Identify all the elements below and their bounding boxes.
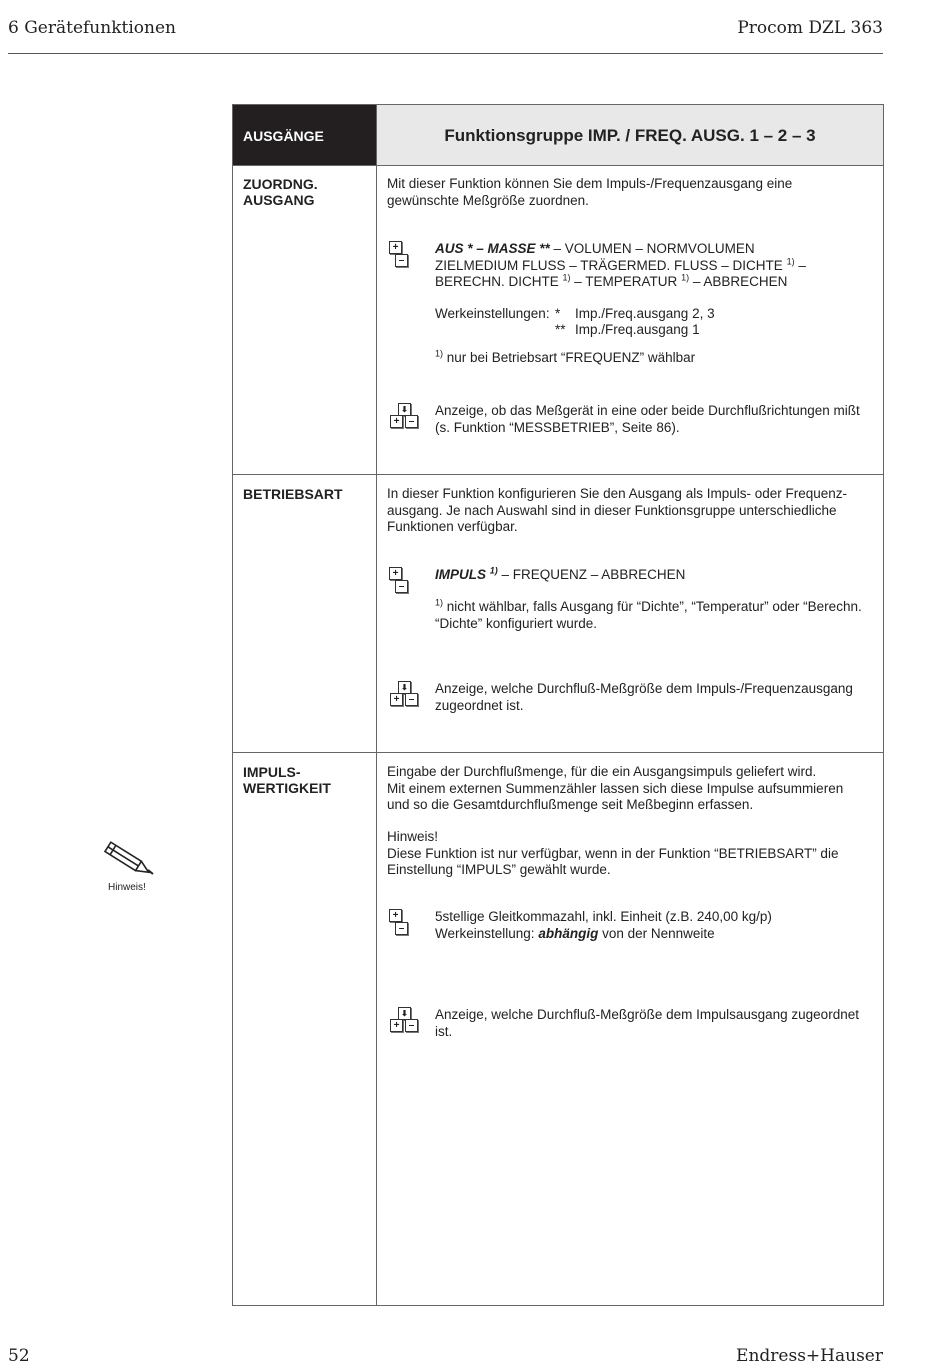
enter-key-icon: ⬇ — [398, 681, 411, 694]
plus-key-icon: + — [389, 567, 402, 580]
selection-options: AUS * – MASSE ** – VOLUMEN – NORMVOLUMEN ZIELMEDIUM FLUSS – TRÄGERMED. FLUSS – DICHTE $^{1)}$ – BERECHN. DICHTE $^{1)}$ – TEMPERATUR $^{1)}$ – ABBRECHEN — [435, 241, 806, 289]
selection-options: IMPULS $^{1)}$ – FREQUENZ – ABBRECHEN — [435, 565, 686, 582]
row-divider — [233, 474, 883, 475]
display-keys-icon — [388, 1007, 422, 1033]
row-divider — [233, 752, 883, 753]
header-rule — [8, 53, 883, 54]
function-description: In dieser Funktion konfigurieren Sie den Ausgang als Impuls- oder Frequenz-ausgang. Je nach Auswahl sind in dieser Funktionsgruppe unterschiedliche Funktionen verfügbar. — [387, 486, 848, 534]
input-description: 5stellige Gleitkommazahl, inkl. Einheit (z.B. 240,00 kg/p) Werkeinstellung: abhängig von der Nennweite — [435, 909, 772, 941]
minus-key-icon: – — [395, 254, 408, 267]
function-description: Eingabe der Durchflußmenge, für die ein Ausgangsimpuls geliefert wird. Mit einem externen Summenzähler lassen sich diese Impulse aufsummieren und so die Gesamtdurchflußmenge seit Meßbeginn erfassen. — [387, 764, 844, 812]
function-label-zuordng: ZUORDNG. AUSGANG — [243, 176, 318, 208]
plus-minus-keys-icon — [388, 567, 412, 601]
minus-key-icon: – — [395, 580, 408, 593]
function-label-impulswertigkeit: IMPULS- WERTIGKEIT — [243, 764, 331, 796]
enter-key-icon: ⬇ — [398, 403, 411, 416]
plus-key-icon: + — [390, 1019, 403, 1032]
minus-key-icon: – — [405, 693, 418, 706]
pencil-note-icon — [100, 840, 156, 880]
function-group-header-cell — [377, 105, 883, 165]
footnote: $^{1)}$ nur bei Betriebsart “FREQUENZ” wählbar — [435, 348, 696, 365]
display-description: Anzeige, welche Durchfluß-Meßgröße dem Impuls-/Frequenzausgang zugeordnet ist. — [435, 681, 853, 713]
plus-minus-keys-icon — [388, 909, 412, 943]
running-header-chapter: 6 Gerätefunktionen — [8, 18, 176, 38]
group-title: AUSGÄNGE — [243, 128, 324, 144]
plus-minus-keys-icon — [388, 241, 412, 275]
running-header-product: Procom DZL 363 — [737, 18, 883, 38]
display-description: Anzeige, welche Durchfluß-Meßgröße dem Impulsausgang zugeordnet ist. — [435, 1007, 859, 1039]
plus-key-icon: + — [390, 693, 403, 706]
factory-settings: Werkeinstellungen: * Imp./Freq.ausgang 2, 3 ** Imp./Freq.ausgang 1 — [435, 306, 715, 337]
footer-brand: Endress+Hauser — [736, 1346, 883, 1366]
group-header-cell — [233, 105, 376, 165]
plus-key-icon: + — [389, 909, 402, 922]
plus-key-icon: + — [390, 415, 403, 428]
function-description: Mit dieser Funktion können Sie dem Impuls-/Frequenzausgang eine gewünschte Meßgröße zuordnen. — [387, 176, 793, 208]
footnote: $^{1)}$ nicht wählbar, falls Ausgang für “Dichte”, “Temperatur” oder “Berechn. “Dichte” konfiguriert wurde. — [435, 597, 862, 631]
row-divider — [233, 165, 883, 166]
minus-key-icon: – — [395, 922, 408, 935]
minus-key-icon: – — [405, 415, 418, 428]
display-keys-icon — [388, 403, 422, 429]
function-label-betriebsart: BETRIEBSART — [243, 486, 343, 502]
plus-key-icon: + — [389, 241, 402, 254]
column-divider — [376, 105, 377, 1305]
note-text: Hinweis! Diese Funktion ist nur verfügbar, wenn in der Funktion “BETRIEBSART” die Einstellung “IMPULS” gewählt wurde. — [387, 829, 839, 877]
function-table — [232, 104, 884, 1306]
display-description: Anzeige, ob das Meßgerät in eine oder beide Durchflußrichtungen mißt (s. Funktion “MESSBETRIEB”, Seite 86). — [435, 403, 860, 435]
note-label: Hinweis! — [108, 882, 146, 893]
display-keys-icon — [388, 681, 422, 707]
page-number: 52 — [8, 1346, 30, 1366]
enter-key-icon: ⬇ — [398, 1007, 411, 1020]
function-group-title: Funktionsgruppe IMP. / FREQ. AUSG. 1 – 2 – 3 — [444, 126, 816, 145]
minus-key-icon: – — [405, 1019, 418, 1032]
